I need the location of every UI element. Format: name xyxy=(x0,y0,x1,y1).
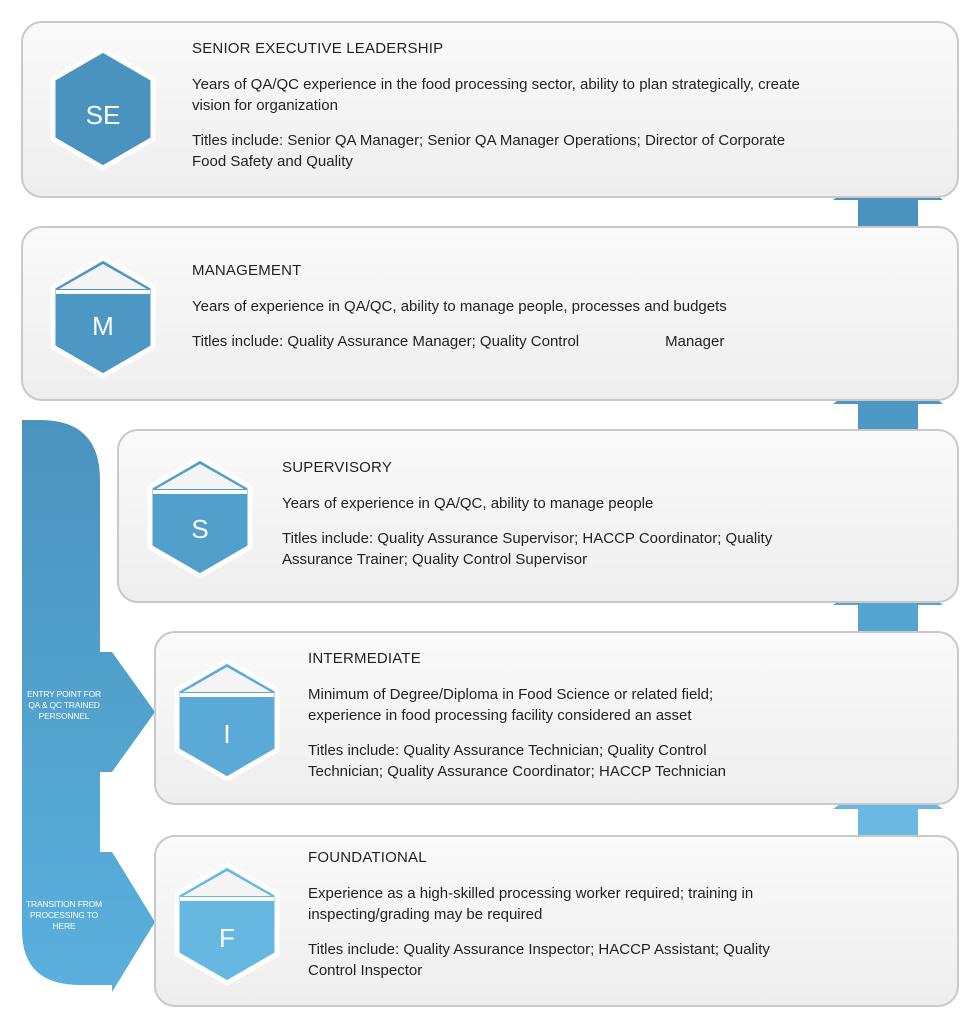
tier-text-supervisory xyxy=(282,459,842,570)
hex-letter-i: I xyxy=(223,719,231,749)
transition-label: TRANSITION FROM PROCESSING TO HERE xyxy=(26,899,102,931)
tier-title: SUPERVISORY xyxy=(282,459,393,476)
tier-title: MANAGEMENT xyxy=(192,262,302,279)
tier-job-titles-part2: Manager xyxy=(665,333,725,350)
tier-requirement: Years of experience in QA/QC, ability to manage people xyxy=(282,495,654,512)
hex-letter-s: S xyxy=(191,514,209,544)
hex-letter-f: F xyxy=(219,923,235,953)
tier-requirement: Experience as a high-skilled processing worker required; training in inspecting/grading may be required xyxy=(308,885,754,923)
tier-text-senior-executive xyxy=(192,40,802,172)
tier-job-titles: Titles include: Quality Assurance Technician; Quality Control Technician; Quality Assurance Coordinator; HACCP Technician xyxy=(308,742,726,780)
tier-title: FOUNDATIONAL xyxy=(308,849,427,866)
tier-job-titles: Titles include: Senior QA Manager; Senior QA Manager Operations; Director of Corporate Food Safety and Quality xyxy=(192,132,786,170)
tier-job-titles: Titles include: Quality Assurance Supervisor; HACCP Coordinator; Quality Assurance Trainer; Quality Control Supervisor xyxy=(282,530,773,568)
tier-title: INTERMEDIATE xyxy=(308,650,421,667)
tier-job-titles: Titles include: Quality Assurance Inspector; HACCP Assistant; Quality Control Inspector xyxy=(308,941,770,979)
entry-point-label: ENTRY POINT FOR QA & QC TRAINED PERSONNEL xyxy=(27,689,101,721)
tier-requirement: Years of experience in QA/QC, ability to manage people, processes and budgets xyxy=(192,298,727,315)
hex-letter-m: M xyxy=(92,311,114,341)
tier-job-titles-part1: Titles include: Quality Assurance Manager; Quality Control xyxy=(192,333,580,350)
tier-text-management xyxy=(192,262,832,352)
tier-text-intermediate xyxy=(308,650,778,782)
tier-requirement: Years of QA/QC experience in the food processing sector, ability to plan strategically, create vision for organization xyxy=(192,76,800,114)
tier-job-titles xyxy=(192,331,832,352)
hex-letter-se: SE xyxy=(85,100,121,130)
tier-text-foundational xyxy=(308,849,818,981)
tier-title: SENIOR EXECUTIVE LEADERSHIP xyxy=(192,40,444,57)
tier-requirement: Minimum of Degree/Diploma in Food Science or related field; experience in food processing facility considered an asset xyxy=(308,686,714,724)
